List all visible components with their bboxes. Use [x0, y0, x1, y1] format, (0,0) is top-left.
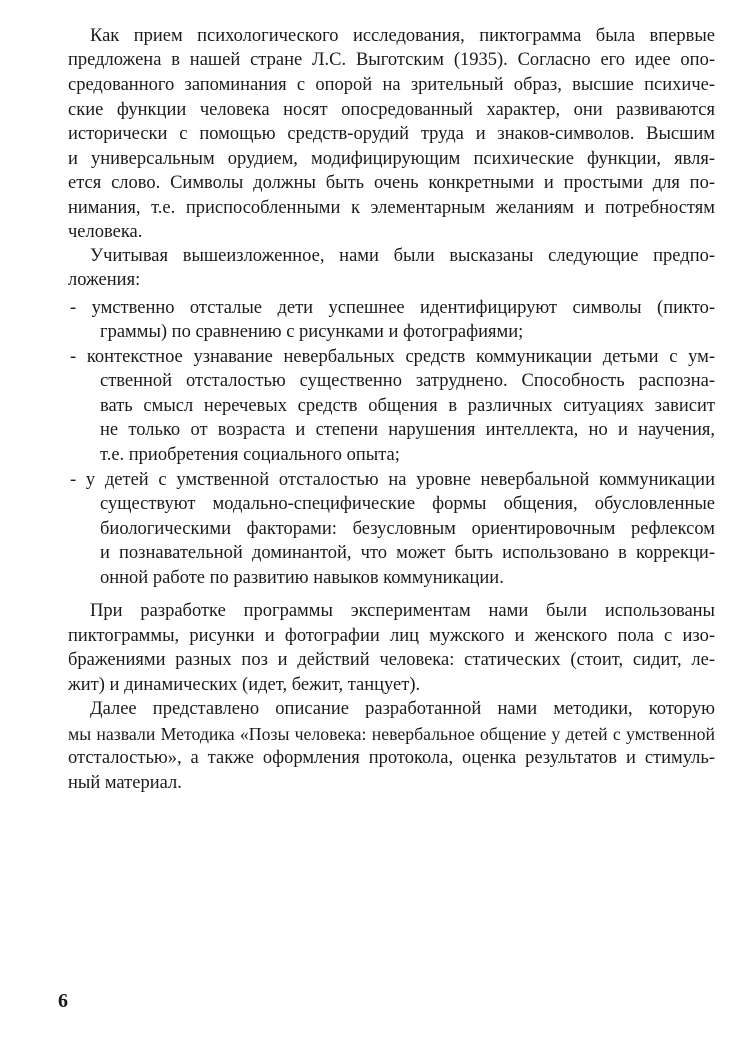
text-line: и универсальным орудием, модифицирующим психические функции, явля-: [68, 149, 715, 169]
text-line: не только от возраста и степени нарушения интеллекта, но и научения,: [100, 420, 715, 440]
text-line: - умственно отсталые дети успешнее идентифицируют символы (пикто-: [70, 298, 715, 318]
text-line: ские функции человека носят опосредованный характер, они развиваются: [68, 100, 715, 120]
text-line: жит) и динамических (идет, бежит, танцует).: [68, 675, 421, 695]
text-line: ется слово. Символы должны быть очень конкретными и простыми для по-: [68, 173, 715, 193]
text-line: Далее представлено описание разработанной нами методики, которую: [90, 699, 715, 719]
text-line: ственной отсталостью существенно затруднено. Способность распозна-: [100, 371, 715, 391]
text-line: исторически с помощью средств-орудий труда и знаков-символов. Высшим: [68, 124, 715, 144]
text-line: и познавательной доминантой, что может быть использовано в коррекци-: [100, 543, 715, 563]
text-line: отсталостью», а также оформления протокола, оценка результатов и стимуль-: [68, 748, 715, 768]
text-line: вать смысл неречевых средств общения в различных ситуациях зависит: [100, 396, 715, 416]
text-line: бражениями разных поз и действий человека: статических (стоит, сидит, ле-: [68, 650, 715, 670]
text-line: биологическими факторами: безусловным ориентировочным рефлексом: [100, 519, 715, 539]
text-line: человека.: [68, 222, 143, 242]
text-line: граммы) по сравнению с рисунками и фотографиями;: [100, 322, 524, 342]
text-line: т.е. приобретения социального опыта;: [100, 445, 400, 465]
page-number: 6: [58, 990, 68, 1012]
text-line: Как прием психологического исследования, пиктограмма была впервые: [90, 26, 715, 46]
text-line: При разработке программы экспериментам нами были использованы: [90, 601, 715, 621]
text-line: ложения:: [68, 270, 141, 290]
text-line: существуют модально-специфические формы общения, обусловленные: [100, 494, 715, 514]
text-line: мы назвали Методика «Позы человека: невербальное общение у детей с умственной: [68, 724, 715, 744]
text-line: предложена в нашей стране Л.С. Выготским (1935). Согласно его идее опо-: [68, 50, 715, 70]
text-line: ный материал.: [68, 773, 182, 793]
text-line: - у детей с умственной отсталостью на уровне невербальной коммуникации: [70, 470, 715, 490]
text-line: онной работе по развитию навыков коммуникации.: [100, 568, 504, 588]
text-line: Учитывая вышеизложенное, нами были высказаны следующие предпо-: [90, 246, 715, 266]
text-line: нимания, т.е. приспособленными к элементарным желаниям и потребностям: [68, 198, 715, 218]
text-line: пиктограммы, рисунки и фотографии лиц мужского и женского пола с изо-: [68, 626, 715, 646]
text-line: - контекстное узнавание невербальных средств коммуникации детьми с ум-: [70, 347, 715, 367]
text-line: средованного запоминания с опорой на зрительный образ, высшие психиче-: [68, 75, 715, 95]
